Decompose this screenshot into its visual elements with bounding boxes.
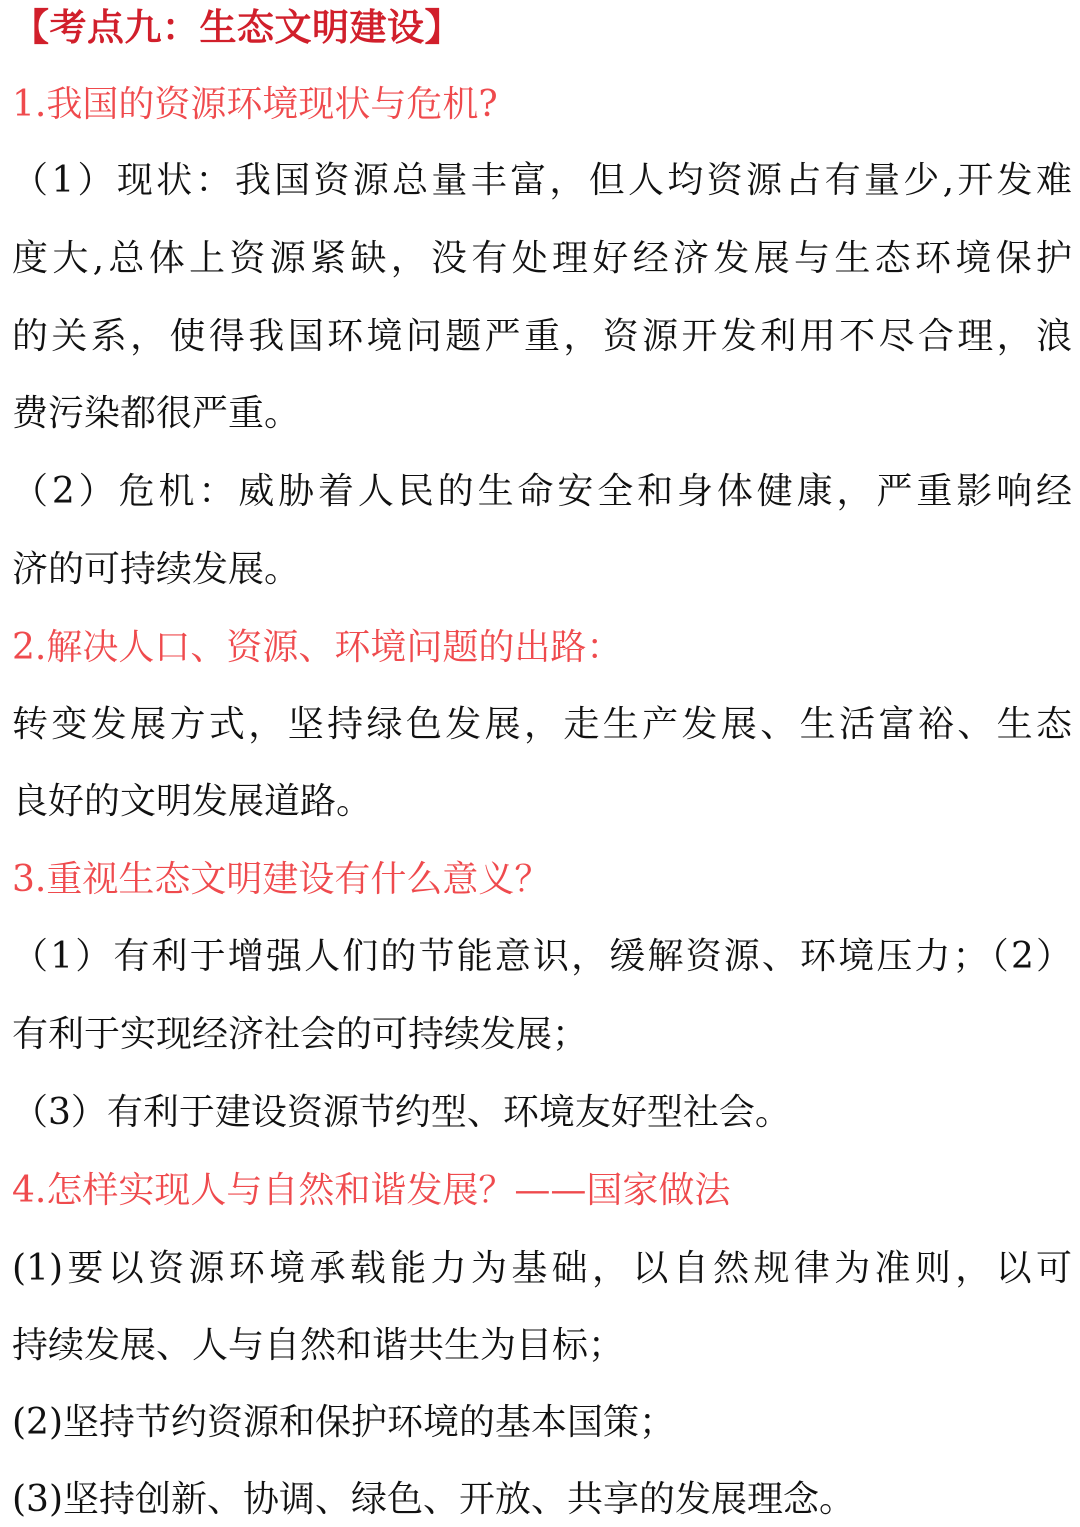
section-1-line-1: （1）现状：我国资源总量丰富，但人均资源占有量少,开发难 (12, 160, 1072, 201)
section-1-line-4: 费污染都很严重。 (12, 393, 301, 434)
section-4-line-4: (3)坚持创新、协调、绿色、开放、共享的发展理念。 (12, 1479, 855, 1520)
section-1-line-2: 度大,总体上资源紧缺，没有处理好经济发展与生态环境保护 (12, 238, 1072, 279)
question-4-heading: 4.怎样实现人与自然和谐发展？——国家做法 (12, 1170, 731, 1211)
section-4-line-3: (2)坚持节约资源和保护环境的基本国策； (12, 1402, 675, 1443)
section-3-line-3: （3）有利于建设资源节约型、环境友好型社会。 (12, 1092, 791, 1133)
section-1-line-3: 的关系，使得我国环境问题严重，资源开发利用不尽合理，浪 (12, 316, 1072, 357)
question-2-heading: 2.解决人口、资源、环境问题的出路： (12, 627, 623, 668)
section-1-line-5: （2）危机：威胁着人民的生命安全和身体健康，严重影响经 (12, 471, 1072, 512)
question-3-heading: 3.重视生态文明建设有什么意义？ (12, 859, 551, 900)
section-2-line-1: 转变发展方式，坚持绿色发展，走生产发展、生活富裕、生态 (12, 704, 1072, 745)
section-1-line-6: 济的可持续发展。 (12, 549, 301, 590)
section-4-line-1: (1)要以资源环境承载能力为基础，以自然规律为准则，以可 (12, 1248, 1072, 1289)
section-3-line-1: （1）有利于增强人们的节能意识，缓解资源、环境压力；（2） (12, 936, 1072, 977)
page-title: 【考点九：生态文明建设】 (12, 5, 462, 49)
question-1-heading: 1.我国的资源环境现状与危机? (12, 84, 498, 125)
section-2-line-2: 良好的文明发展道路。 (12, 781, 373, 822)
section-3-line-2: 有利于实现经济社会的可持续发展； (12, 1014, 589, 1055)
section-4-line-2: 持续发展、人与自然和谐共生为目标； (12, 1325, 625, 1366)
